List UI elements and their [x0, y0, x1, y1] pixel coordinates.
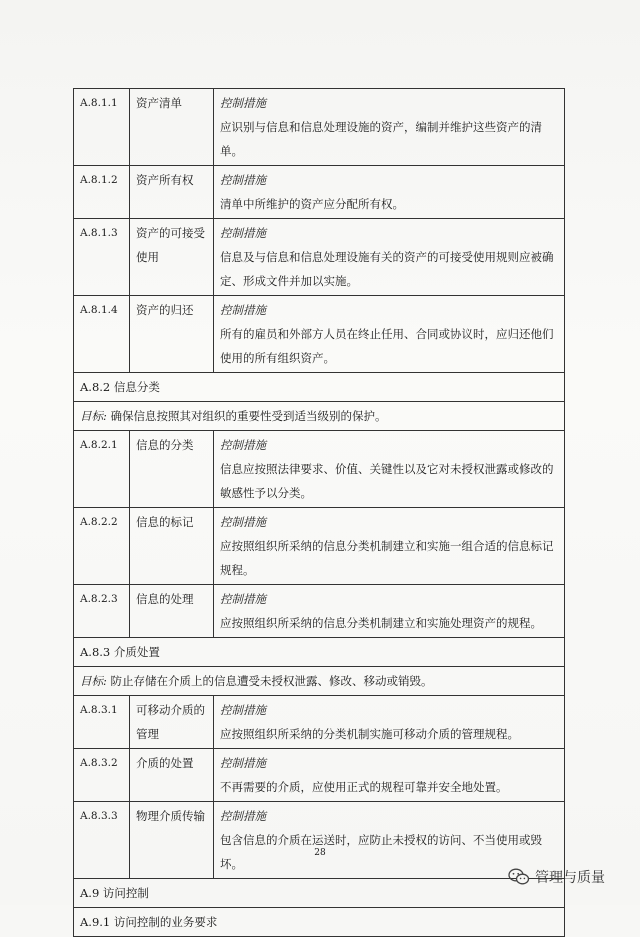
control-code: A.8.2.1 — [74, 431, 130, 508]
control-cell — [214, 508, 565, 585]
objective-text: 确保信息按照其对组织的重要性受到适当级别的保护。 — [110, 409, 387, 423]
control-label: 控制措施 — [220, 592, 266, 606]
watermark-text: 管理与质量 — [535, 870, 605, 886]
objective-row — [74, 402, 565, 431]
control-text: 信息及与信息和信息处理设施有关的资产的可接受使用规则应被确定、形成文件并加以实施。 — [220, 250, 554, 288]
control-label: 控制措施 — [220, 303, 266, 317]
control-title: 信息的标记 — [130, 508, 214, 585]
control-text: 应按照组织所采纳的分类机制实施可移动介质的管理规程。 — [220, 727, 519, 741]
table-row — [74, 431, 565, 508]
control-label: 控制措施 — [220, 703, 266, 717]
control-label: 控制措施 — [220, 756, 266, 770]
control-text: 不再需要的介质，应使用正式的规程可靠并安全地处置。 — [220, 780, 508, 794]
table-row — [74, 89, 565, 166]
control-code: A.8.3.2 — [74, 749, 130, 802]
section-heading-row — [74, 373, 565, 402]
controls-table — [73, 88, 565, 937]
table-row — [74, 508, 565, 585]
control-text: 应识别与信息和信息处理设施的资产，编制并维护这些资产的清单。 — [220, 120, 542, 158]
control-cell — [214, 585, 565, 638]
section-heading-row — [74, 638, 565, 667]
control-text: 清单中所维护的资产应分配所有权。 — [220, 197, 404, 211]
control-code: A.8.3.1 — [74, 696, 130, 749]
control-title: 信息的分类 — [130, 431, 214, 508]
control-code: A.8.1.3 — [74, 219, 130, 296]
objective-row — [74, 667, 565, 696]
section-heading-row — [74, 908, 565, 937]
control-cell — [214, 219, 565, 296]
section-heading-row — [74, 879, 565, 908]
control-code: A.8.1.1 — [74, 89, 130, 166]
section-heading: A.8.3 介质处置 — [74, 638, 565, 667]
control-title: 资产的可接受使用 — [130, 219, 214, 296]
control-cell — [214, 696, 565, 749]
control-label: 控制措施 — [220, 438, 266, 452]
section-heading: A.9 访问控制 — [74, 879, 565, 908]
control-title: 物理介质传输 — [130, 802, 214, 879]
control-title: 资产的归还 — [130, 296, 214, 373]
control-label: 控制措施 — [220, 96, 266, 110]
control-label: 控制措施 — [220, 809, 266, 823]
objective-label: 目标: — [80, 409, 107, 423]
objective-cell — [74, 402, 565, 431]
page-number: 28 — [314, 848, 326, 858]
control-text: 应按照组织所采纳的信息分类机制建立和实施一组合适的信息标记规程。 — [220, 539, 554, 577]
section-heading: A.8.2 信息分类 — [74, 373, 565, 402]
table-row — [74, 166, 565, 219]
section-heading: A.9.1 访问控制的业务要求 — [74, 908, 565, 937]
control-cell — [214, 431, 565, 508]
control-label: 控制措施 — [220, 515, 266, 529]
control-cell — [214, 296, 565, 373]
control-title: 资产清单 — [130, 89, 214, 166]
table-row — [74, 696, 565, 749]
watermark — [508, 866, 605, 888]
control-cell — [214, 749, 565, 802]
control-text: 应按照组织所采纳的信息分类机制建立和实施处理资产的规程。 — [220, 616, 542, 630]
control-title: 介质的处置 — [130, 749, 214, 802]
control-label: 控制措施 — [220, 173, 266, 187]
objective-text: 防止存储在介质上的信息遭受未授权泄露、修改、移动或销毁。 — [110, 674, 433, 688]
control-text: 信息应按照法律要求、价值、关键性以及它对未授权泄露或修改的敏感性予以分类。 — [220, 462, 554, 500]
table-row — [74, 749, 565, 802]
wechat-icon — [508, 868, 530, 886]
control-title: 可移动介质的管理 — [130, 696, 214, 749]
control-text: 包含信息的介质在运送时，应防止未授权的访问、不当使用或毁坏。 — [220, 833, 542, 871]
control-code: A.8.2.3 — [74, 585, 130, 638]
objective-label: 目标: — [80, 674, 107, 688]
objective-cell — [74, 667, 565, 696]
control-code: A.8.3.3 — [74, 802, 130, 879]
control-code: A.8.2.2 — [74, 508, 130, 585]
control-cell — [214, 89, 565, 166]
table-row — [74, 585, 565, 638]
control-cell — [214, 166, 565, 219]
table-row — [74, 296, 565, 373]
control-title: 资产所有权 — [130, 166, 214, 219]
table-row — [74, 219, 565, 296]
control-title: 信息的处理 — [130, 585, 214, 638]
control-code: A.8.1.2 — [74, 166, 130, 219]
control-label: 控制措施 — [220, 226, 266, 240]
table-row — [74, 802, 565, 879]
control-code: A.8.1.4 — [74, 296, 130, 373]
control-text: 所有的雇员和外部方人员在终止任用、合同或协议时，应归还他们使用的所有组织资产。 — [220, 327, 554, 365]
